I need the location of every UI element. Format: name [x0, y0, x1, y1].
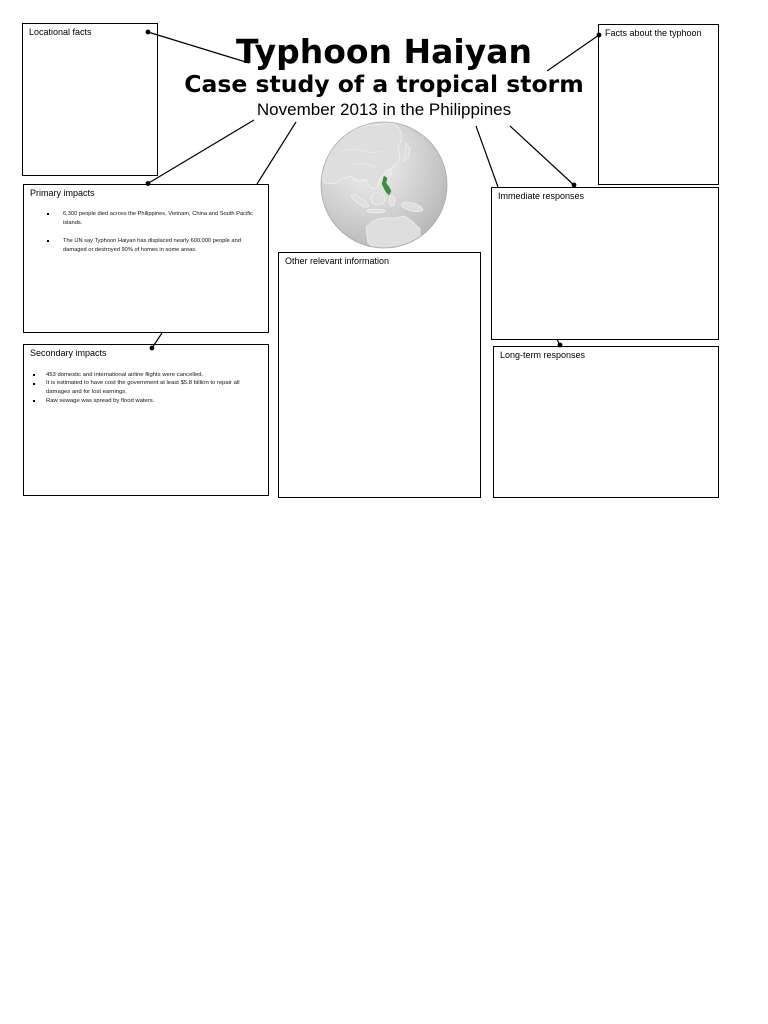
borneo-landmass [371, 193, 385, 205]
date-location-line: November 2013 in the Philippines [256, 100, 512, 119]
list-item: The UN say Typhoon Haiyan has displaced nearly 600,000 people and damaged or destroyed 90% of homes in some areas. [63, 237, 260, 255]
primary-impacts-list [63, 210, 260, 264]
connector-primary-b [257, 122, 296, 184]
list-item: It is estimated to have cost the government at least $5.8 billion to repair all damages and for lost earnings. [46, 379, 246, 396]
connector-primary-a [147, 120, 254, 184]
list-item: 6,300 people died across the Philippines, Vietnam, China and South Pacific islands. [63, 210, 260, 228]
locational-facts-box [22, 23, 158, 176]
list-item: 453 domestic and international airline flights were cancelled. [46, 371, 246, 380]
connector-immediate-b [510, 126, 575, 186]
facts-about-typhoon-box [598, 24, 719, 185]
sulawesi-landmass [389, 196, 395, 206]
secondary-impacts-box [23, 344, 269, 496]
java-landmass [367, 209, 385, 213]
secondary-impacts-label: Secondary impacts [30, 348, 107, 358]
locational-facts-label: Locational facts [29, 27, 92, 37]
secondary-impacts-list [46, 371, 246, 406]
primary-impacts-label: Primary impacts [30, 188, 95, 198]
list-item: Raw sewage was spread by flood waters. [46, 397, 246, 406]
primary-impacts-box [23, 184, 269, 333]
long-term-responses-box [493, 346, 719, 498]
long-term-responses-label: Long-term responses [500, 350, 586, 360]
globe-philippines-map-icon [320, 121, 448, 249]
connector-longterm [557, 339, 560, 346]
other-information-box [278, 252, 481, 498]
page-title: Typhoon Haiyan [235, 32, 533, 71]
immediate-responses-label: Immediate responses [498, 191, 585, 201]
other-information-label: Other relevant information [285, 256, 390, 266]
facts-about-typhoon-label: Facts about the typhoon [605, 28, 702, 38]
connector-immediate-a [476, 126, 498, 187]
page-subtitle: Case study of a tropical storm [184, 70, 584, 98]
australia-landmass [366, 216, 420, 249]
immediate-responses-box [491, 187, 719, 340]
